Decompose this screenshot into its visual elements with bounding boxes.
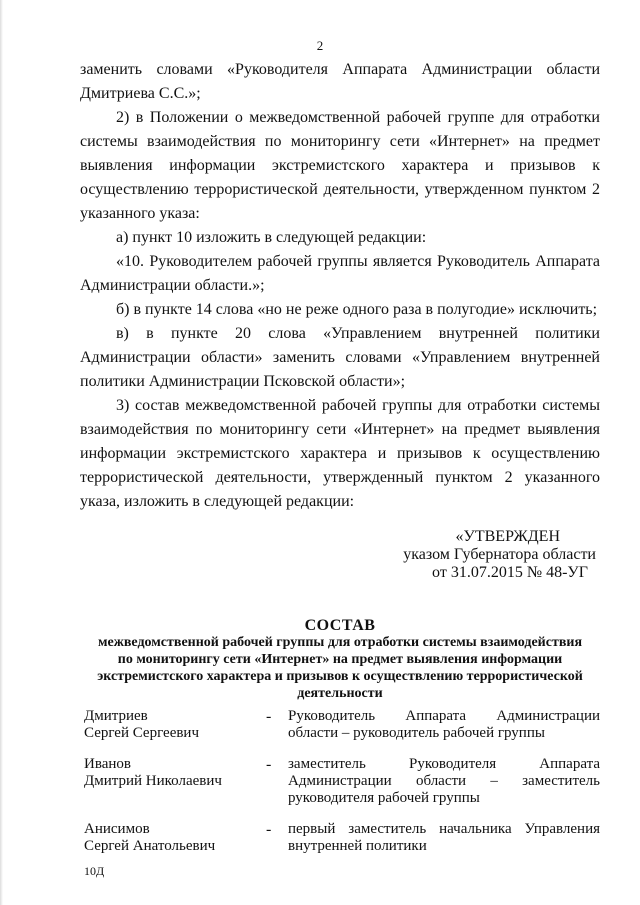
member-role: первый заместитель начальника Управления внутренней политики <box>288 821 600 854</box>
member-surname: Иванов <box>84 756 131 772</box>
member-row <box>84 821 600 855</box>
member-surname: Дмитриев <box>84 708 148 724</box>
composition-title: СОСТАВ <box>304 617 376 634</box>
member-role: заместитель Руководителя Аппарата Администрации области – заместитель руководителя рабочей группы <box>288 756 600 806</box>
approval-line-date: от 31.07.2015 № 48-УГ <box>432 564 588 581</box>
members-list <box>84 708 600 869</box>
paragraph-subitem-a: а) пункт 10 изложить в следующей редакции: <box>116 229 427 246</box>
page-left-edge <box>0 0 3 905</box>
paragraph-subitem-v: в) в пункте 20 слова «Управлением внутренней политики Администрации области» заменить словами «Управлением внутренней политики Администрации Псковской области»; <box>80 325 600 390</box>
paragraph-subitem-b: б) в пункте 14 слова «но не реже одного раза в полугодие» исключить; <box>116 301 598 318</box>
approval-line-decree: указом Губернатора области <box>403 546 596 563</box>
paragraph-item-3: 3) состав межведомственной рабочей группы для отработки системы взаимодействия по мониторингу сети «Интернет» на предмет выявления информации экстремистского характера и призывов к осуществлению террористической деятельности, утвержденный пунктом 2 указанного указа, изложить в следующей редакции: <box>80 397 600 510</box>
document-body <box>80 58 600 514</box>
approval-stamp-block <box>380 528 600 582</box>
member-name <box>84 708 266 742</box>
composition-subtitle: межведомственной рабочей группы для отработки системы взаимодействия по мониторингу сети «Интернет» на предмет выявления информации экстремистского характера и призывов к осуществлению террористической деятельности <box>97 635 583 701</box>
member-given-names: Сергей Анатольевич <box>84 838 216 854</box>
paragraph-clause-10: «10. Руководителем рабочей группы является Руководитель Аппарата Администрации области.»; <box>80 253 600 294</box>
member-dash: - <box>266 756 272 773</box>
member-name <box>84 821 266 855</box>
member-surname: Анисимов <box>84 821 150 837</box>
member-row <box>84 708 600 742</box>
paragraph-replace-wording: заменить словами «Руководителя Аппарата Администрации области Дмитриева С.С.»; <box>80 61 600 102</box>
paragraph-item-2: 2) в Положении о межведомственной рабочей группе для отработки системы взаимодействия по мониторингу сети «Интернет» на предмет выявления информации экстремистского характера и призывов к осуществлению террористической деятельности, утвержденном пунктом 2 указанного указа: <box>80 109 600 222</box>
member-dash: - <box>266 821 272 838</box>
member-row <box>84 756 600 807</box>
member-name <box>84 756 266 807</box>
page-number: 2 <box>316 38 324 53</box>
member-given-names: Сергей Сергеевич <box>84 725 200 741</box>
member-dash: - <box>266 708 272 725</box>
approval-line-approved: «УТВЕРЖДЕН <box>455 528 560 545</box>
member-given-names: Дмитрий Николаевич <box>84 773 222 789</box>
member-role: Руководитель Аппарата Администрации области – руководитель рабочей группы <box>288 708 600 741</box>
footer-code: 10Д <box>84 864 105 878</box>
